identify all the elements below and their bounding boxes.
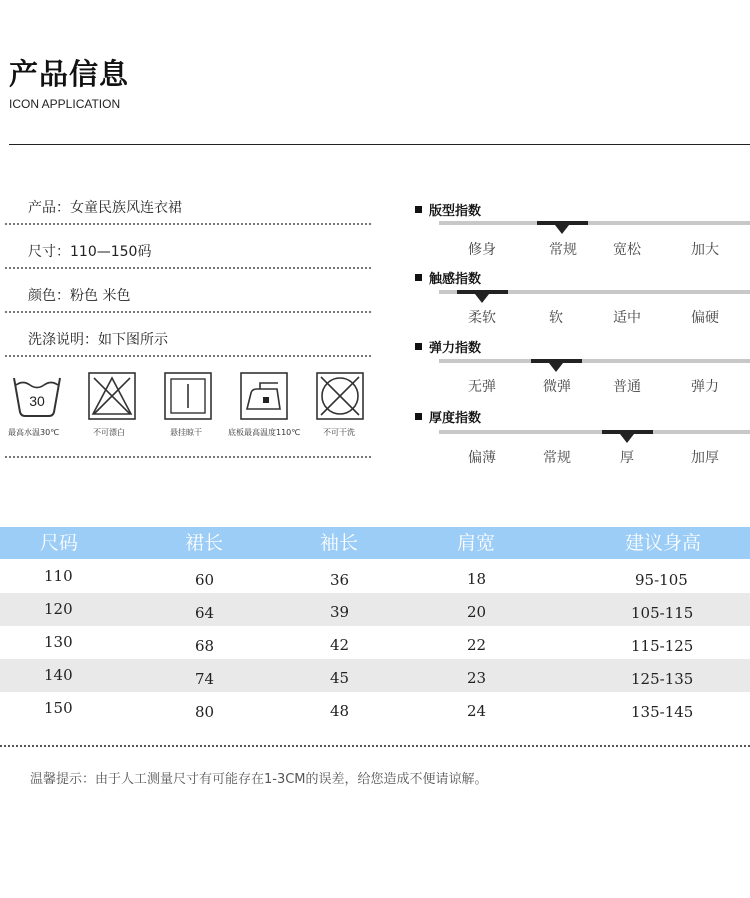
table-cell: 150 [44,699,73,717]
fit-option: 宽松 [613,242,641,258]
stretch-index-pointer-icon [549,363,563,372]
bullet-square-icon [415,206,422,213]
table-divider [0,745,750,747]
column-header-height: 建议身高 [625,532,702,554]
touch-option: 适中 [613,310,641,326]
table-cell: 45 [330,669,350,687]
stretch-option: 普通 [613,379,641,395]
care-divider [5,456,371,458]
page-title: 产品信息 [9,57,130,91]
product-size: 尺寸：110—150码 [28,244,152,260]
table-cell: 115-125 [631,637,694,655]
hang-dry-icon [164,372,212,420]
row-divider [5,355,371,357]
table-cell: 130 [44,633,73,651]
wash-30-icon [11,372,63,420]
care-label: 底板最高温度110℃ [228,428,301,437]
row-divider [5,311,371,313]
row-divider [5,223,371,225]
thickness-option: 偏薄 [468,450,496,466]
table-cell: 125-135 [631,670,694,688]
table-cell: 60 [195,571,215,589]
table-cell: 22 [467,636,487,654]
fit-option: 加大 [691,242,719,258]
product-name: 产品：女童民族风连衣裙 [28,200,182,216]
fit-index-pointer-icon [555,225,569,234]
bullet-square-icon [415,343,422,350]
thickness-index-track [439,430,750,434]
table-cell: 135-145 [631,703,694,721]
table-cell: 39 [330,603,350,621]
touch-index-pointer-icon [475,294,489,303]
table-cell: 74 [195,670,215,688]
wash-temperature: 30 [29,393,45,409]
no-dry-clean-icon [316,372,364,420]
fit-index-title: 版型指数 [415,200,481,219]
stretch-option-selected: 微弹 [543,379,571,395]
care-label: 悬挂晾干 [170,428,202,437]
bullet-square-icon [415,413,422,420]
thickness-index-title: 厚度指数 [415,407,481,426]
table-cell: 80 [195,703,215,721]
table-cell: 24 [467,702,487,720]
touch-option: 偏硬 [691,310,719,326]
thickness-option: 常规 [543,450,571,466]
table-cell: 64 [195,604,215,622]
wash-instructions: 洗涤说明：如下图所示 [28,332,168,348]
table-cell: 42 [330,636,350,654]
table-cell: 110 [44,567,73,585]
no-bleach-icon [88,372,136,420]
stretch-index-title: 弹力指数 [415,337,481,356]
table-cell: 23 [467,669,487,687]
care-label: 不可漂白 [93,428,125,437]
stretch-option: 无弹 [468,379,496,395]
care-label: 不可干洗 [323,428,355,437]
iron-icon [240,372,288,420]
table-cell: 120 [44,600,73,618]
table-cell: 36 [330,571,350,589]
product-color: 颜色：粉色 米色 [28,288,131,304]
row-divider [5,267,371,269]
bullet-square-icon [415,274,422,281]
table-cell: 18 [467,570,487,588]
table-cell: 95-105 [635,571,688,589]
stretch-option: 弹力 [691,379,719,395]
table-cell: 68 [195,637,215,655]
thickness-option: 加厚 [691,450,719,466]
stretch-index-track [439,359,750,363]
column-header-sleeve-length: 袖长 [320,532,359,554]
table-cell: 105-115 [631,604,694,622]
measurement-note: 温馨提示：由于人工测量尺寸有可能存在1-3CM的误差，给您造成不便请谅解。 [30,772,488,787]
column-header-size: 尺码 [40,532,79,554]
thickness-option-selected: 厚 [620,450,634,466]
column-header-skirt-length: 裙长 [185,532,224,554]
header-divider [9,144,750,145]
thickness-index-pointer-icon [620,434,634,443]
fit-option: 修身 [468,242,496,258]
touch-option-selected: 柔软 [468,310,496,326]
fit-option-selected: 常规 [549,242,577,258]
table-cell: 20 [467,603,487,621]
touch-index-title: 触感指数 [415,268,481,287]
page-subtitle: ICON APPLICATION [9,97,121,111]
table-cell: 140 [44,666,73,684]
column-header-shoulder: 肩宽 [457,532,496,554]
touch-option: 软 [549,310,563,326]
table-cell: 48 [330,702,350,720]
fit-index-track [439,221,750,225]
care-label: 最高水温30℃ [8,428,60,437]
